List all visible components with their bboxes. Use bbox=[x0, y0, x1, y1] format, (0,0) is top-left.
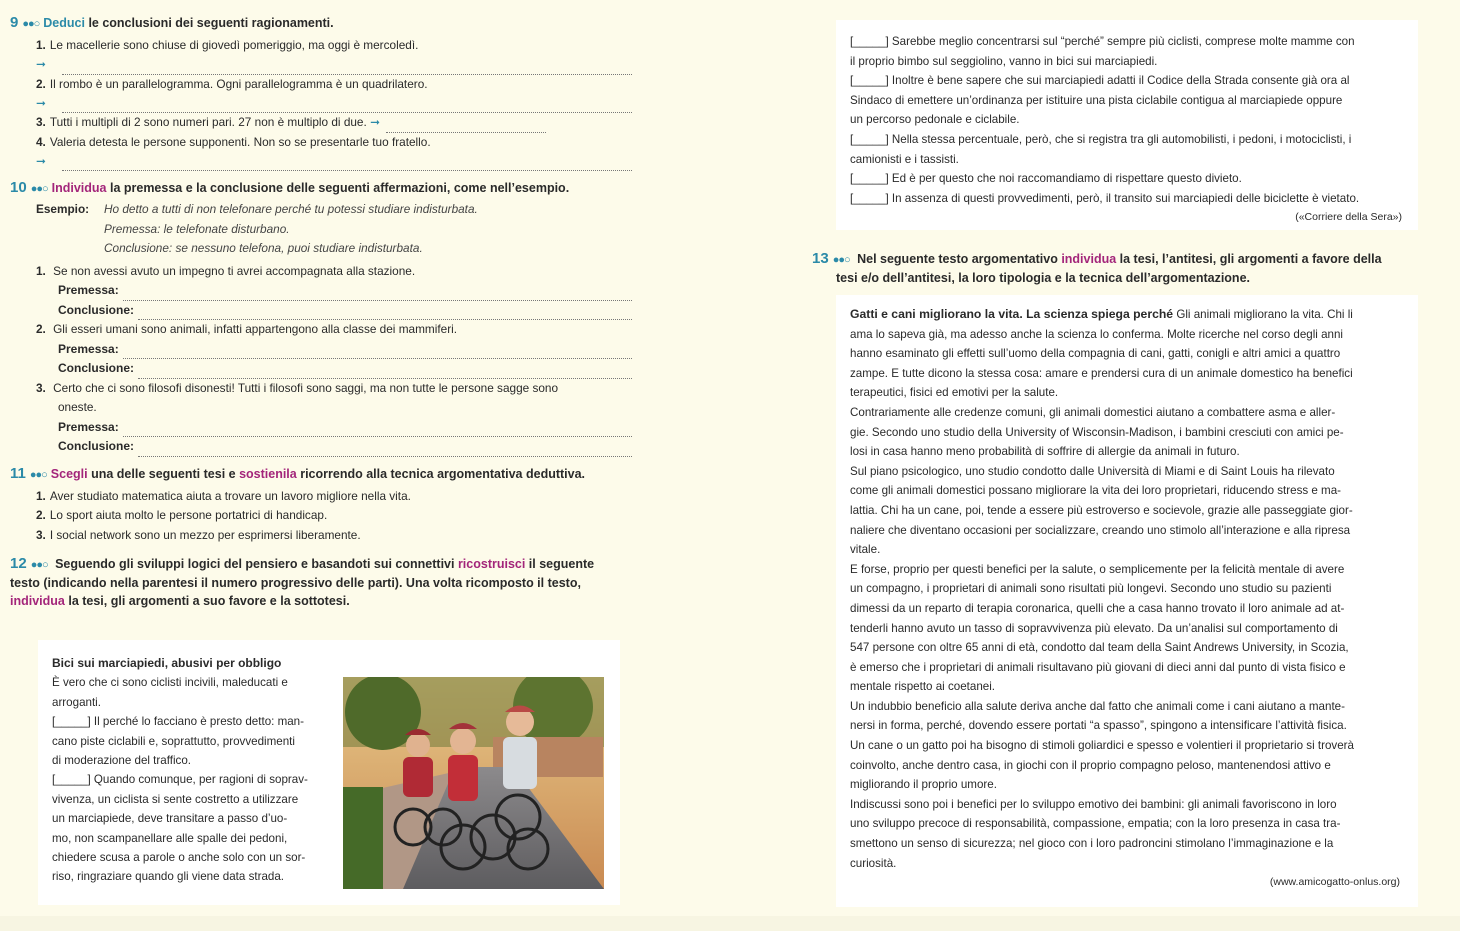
answer-line[interactable] bbox=[62, 100, 632, 113]
answer-line[interactable] bbox=[386, 120, 546, 133]
cyclists-photo bbox=[343, 677, 604, 889]
answer-line[interactable] bbox=[62, 158, 632, 171]
exercise-10: 10 ●●○ Individua la premessa e la conclusione delle seguenti affermazioni, come nell’esempio. Esempio: Ho detto a tutti di non telefonare perché tu potessi studiare indisturbata. Premessa: le telefonate disturbano. Conclusione: se nessuno telefona, puoi studiare indisturbata. 1. Se non avessi avuto un impegno ti avrei accompagnata alla stazione. Premessa: Conclusione: 2. Gli esseri umani sono animali, infatti appartengono alla classe dei mammiferi. Premessa: Conclusione: 3. Certo che ci sono filosofi disonesti! Tutti i filosofi sono saggi, ma non tutte le persone sagge sono oneste. Premessa: Conclusione: bbox=[10, 179, 622, 457]
premise-input[interactable] bbox=[123, 288, 632, 301]
list-item: 1. Se non avessi avuto un impegno ti avrei accompagnata alla stazione. bbox=[36, 263, 416, 278]
fragment-line: [_____] Nella stessa percentuale, però, che si registra tra gli automobilisti, i pedoni, i motociclisti, i bbox=[850, 132, 1352, 146]
exercise-number: 9 bbox=[10, 14, 19, 31]
page-edge bbox=[0, 916, 1460, 931]
arrow-icon: ➞ bbox=[36, 95, 46, 110]
list-item: 4. Valeria detesta le persone supponenti. Non so se presentarle tuo fratello. bbox=[36, 134, 431, 149]
article-card: Gatti e cani migliorano la vita. La scienza spiega perché Gli animali migliorano la vita. Chi li ama lo sapeva già, ma adesso anche la scienza lo conferma. Molte ricerche nel corso degli anni hanno esaminato gli effetti sull’uomo della compagnia di cani, gatti, conigli e altri amici a quattro zampe. E tutte dicono la stessa cosa: amare e prendersi cura di un animale domestico ha benefici terapeutici, fisici ed emotivi per la salute. Contrariamente alle credenze comuni, gli animali domestici aiutano a combattere asma e aller- gie. Secondo uno studio della University of Wisconsin-Madison, i bambini cresciuti con amici pe- losi in casa hanno meno probabilità di soffrire di allergie da animali in futuro. Sul piano psicologico, uno studio condotto dalle Università di Miami e di Saint Louis ha rilevato come gli animali domestici possano migliorare la vita dei loro proprietari, riducendo stress e ma- lattia. Chi ha un cane, poi, tende a essere più estroverso e socievole, grazie alle passeggiate gior- naliere che diventano occasioni per socializzare, creando uno stimolo all’interazione e alla ripresa vitale. E forse, proprio per questi benefici per la salute, o semplicemente per la felicità mentale di avere un compagno, i proprietari di animali sono risultati più longevi. Secondo uno studio su pazienti dimessi da un reparto di terapia coronarica, quelli che a casa hanno trovato il loro animale ad at- tenderli hanno avuto un tasso di sopravvivenza più elevato. Da un’analisi sul comportamento di 547 persone con oltre 65 anni di età, condotto dal team della Saint Andrews University, in Scozia, è emerso che i proprietari di animali risultavano più giovani di dieci anni dal punto di vista fisico e mentale rispetto ai coetanei. Un indubbio beneficio alla salute deriva anche dal fatto che animali come i cani aiutano a mante- nersi in forma, perché, dovendo essere portati “a spasso”, spingono a intensificare l’attività fisica. Un cane o un gatto poi ha bisogno di stimoli goliardici e spesso e volentieri il proprietario si troverà coinvolto, anche dentro casa, in giochi con il proprio compagno peloso, mantenendosi attivo e migliorando il proprio umore. Indiscussi sono poi i benefici per lo sviluppo emotivo dei bambini: gli animali favoriscono in loro uno sviluppo precoce di responsabilità, compassione, empatia; con la loro presenza in casa tra- smettono un senso di sicurezza; nel gioco con i loro padroncini stimolano l’immaginazione e la curiosità. (www.amicogatto-onlus.org) bbox=[836, 295, 1418, 907]
cyclists-illustration bbox=[343, 677, 604, 889]
answer-line[interactable] bbox=[62, 62, 632, 75]
source-credit: («Corriere della Sera») bbox=[1295, 211, 1402, 224]
exercise-12: 12 ●●○ Seguendo gli sviluppi logici del pensiero e basandoti sui connettivi ricostruisci il seguente testo (indicando nella parentesi il numero progressivo delle parti). Una volta ricomposto il testo, individua la tesi, gli argomenti a suo favore e la sottotesi. bbox=[10, 555, 622, 610]
list-item: 2. Lo sport aiuta molto le persone portatrici di handicap. bbox=[36, 508, 328, 522]
exercise-9-heading bbox=[10, 14, 622, 33]
source-credit: (www.amicogatto-onlus.org) bbox=[1269, 876, 1400, 889]
bici-fragments-card: [_____] Sarebbe meglio concentrarsi sul “perché” sempre più ciclisti, comprese molte mamme con il proprio bimbo sul seggiolino, vanno in bici sui marciapiedi. [_____] Inoltre è bene sapere che sui marciapiedi adatti il Codice della Strada consente già ora al Sindaco di emettere un’ordinanza per istituire una pista ciclabile contigua al marciapiede oppure un percorso pedonale e ciclabile. [_____] Nella stessa percentuale, però, che si registra tra gli automobilisti, i pedoni, i motociclisti, i camionisti e i tassisti. [_____] Ed è per questo che noi raccomandiamo di rispettare questo divieto. [_____] In assenza di questi provvedimenti, però, il transito sui marciapiedi delle biciclette è vietato. («Corriere della Sera») bbox=[836, 20, 1418, 230]
exercise-13-heading: 13 ●●○ Nel seguente testo argomentativo individua la tesi, l’antitesi, gli argomenti a favore della bbox=[812, 250, 1382, 267]
exercise-11 bbox=[10, 465, 622, 546]
list-item: 2. Il rombo è un parallelogramma. Ogni parallelogramma è un quadrilatero. bbox=[36, 76, 428, 91]
bici-text-card bbox=[38, 640, 620, 905]
difficulty-dots: ●●○ bbox=[22, 18, 40, 30]
left-column bbox=[10, 14, 622, 610]
conclusion-input[interactable] bbox=[138, 307, 632, 320]
arrow-icon: ➞ bbox=[36, 57, 46, 71]
bici-text: Bici sui marciapiedi, abusivi per obbligo È vero che ci sono ciclisti incivili, maleducati e arroganti. [_____] Il perché lo facciano è presto detto: man- cano piste ciclabili e, soprattutto, provvedimenti di moderazione del traffico. [_____] Quando comunque, per ragioni di soprav- vivenza, un ciclista si sente costretto a utilizzare un marciapiede, deve transitare a passo d’uo- mo, non scampanellare alle spalle dei pedoni, chiedere scusa a parole o anche solo con un sor- riso, ringraziare quando gli viene data strada. bbox=[52, 654, 328, 887]
article-title: Gatti e cani migliorano la vita. La scienza spiega perché bbox=[850, 307, 1174, 321]
exercise-10-heading: 10 ●●○ Individua la premessa e la conclusione delle seguenti affermazioni, come nell’esempio. bbox=[10, 179, 570, 196]
fragment-line: [_____] In assenza di questi provvedimenti, però, il transito sui marciapiedi delle biciclette è vietato. bbox=[850, 191, 1360, 205]
list-item: 3. Certo che ci sono filosofi disonesti! Tutti i filosofi sono saggi, ma non tutte le persone sagge sono bbox=[36, 380, 559, 395]
list-item: 1. Aver studiato matematica aiuta a trovare un lavoro migliore nella vita. bbox=[36, 488, 411, 503]
list-item: 3. Tutti i multipli di 2 sono numeri pari. 27 non è multiplo di due. ➞ bbox=[36, 113, 632, 133]
premise-input[interactable] bbox=[123, 346, 632, 359]
fragment-line: [_____] Inoltre è bene sapere che sui marciapiedi adatti il Codice della Strada consente già ora al bbox=[850, 74, 1350, 88]
instruction-text: le conclusioni dei seguenti ragionamenti. bbox=[84, 16, 334, 30]
conclusion-input[interactable] bbox=[138, 366, 632, 379]
premise-input[interactable] bbox=[123, 424, 632, 437]
article-title: Bici sui marciapiedi, abusivi per obbligo bbox=[52, 656, 282, 670]
exercise-13: 13 ●●○ Nel seguente testo argomentativo individua la tesi, l’antitesi, gli argomenti a favore della tesi e/o dell’antitesi, la loro tipologia e la tecnica dell’argomentazione. bbox=[812, 250, 1418, 287]
fragment-line: [_____] Ed è per questo che noi raccomandiamo di rispettare questo divieto. bbox=[850, 172, 1242, 186]
arrow-icon: ➞ bbox=[36, 153, 46, 168]
exercise-12-heading: 12 ●●○ Seguendo gli sviluppi logici del pensiero e basandoti sui connettivi ricostruisci il seguente bbox=[10, 555, 595, 572]
exercise-9 bbox=[10, 14, 622, 171]
list-item: 2. Gli esseri umani sono animali, infatti appartengono alla classe dei mammiferi. bbox=[36, 322, 458, 336]
instruction-verb: Deduci bbox=[43, 16, 85, 30]
list-item: 1. Le macellerie sono chiuse di giovedì pomeriggio, ma oggi è mercoledì. bbox=[36, 38, 419, 52]
example-block: Esempio: Ho detto a tutti di non telefonare perché tu potessi studiare indisturbata. Premessa: le telefonate disturbano. Conclusione: se nessuno telefona, puoi studiare indisturbata. bbox=[36, 202, 478, 255]
conclusion-input[interactable] bbox=[138, 444, 632, 457]
fragment-line: [_____] Sarebbe meglio concentrarsi sul “perché” sempre più ciclisti, comprese molte mamme con bbox=[850, 35, 1355, 48]
list-item: 3. I social network sono un mezzo per esprimersi liberamente. bbox=[36, 527, 361, 542]
exercise-11-heading: 11 ●●○ Scegli una delle seguenti tesi e sostienila ricorrendo alla tecnica argomentativa deduttiva. bbox=[10, 464, 586, 482]
arrow-icon: ➞ bbox=[370, 115, 380, 129]
